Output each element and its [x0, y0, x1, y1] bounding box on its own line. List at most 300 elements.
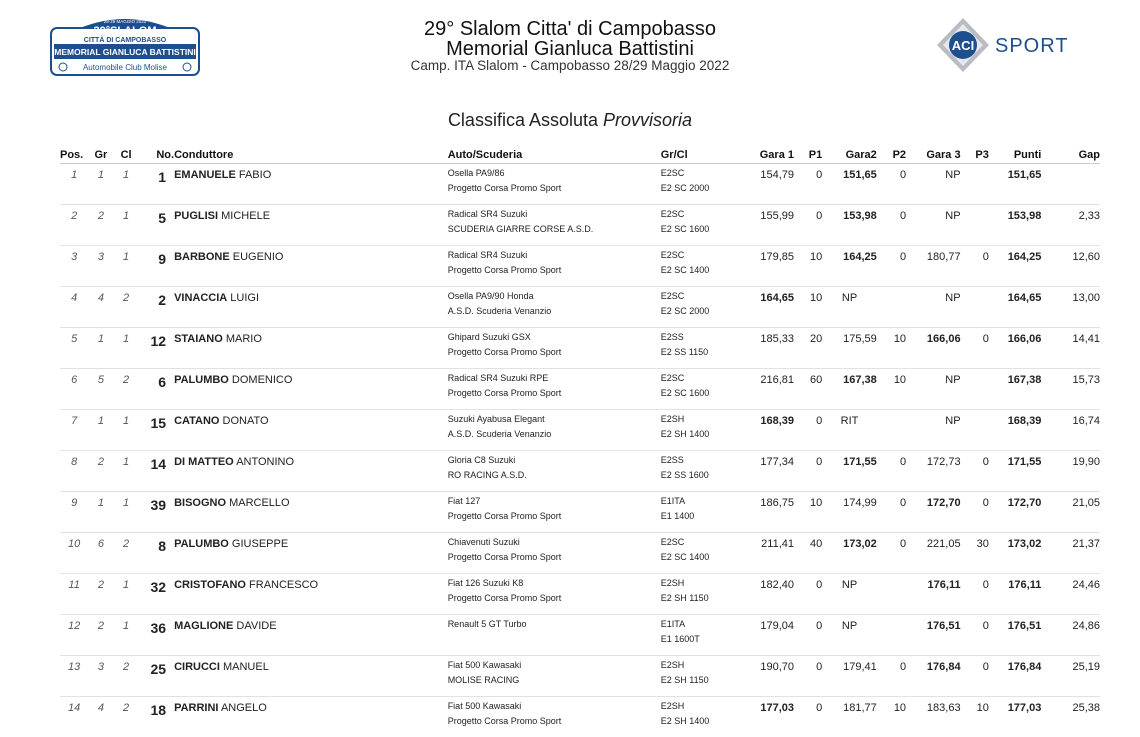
class-rank-cell: 2: [114, 656, 139, 697]
gara1-time-cell: 179,04: [742, 615, 795, 656]
class-rank-cell: 1: [114, 164, 139, 205]
logo-date: 28-29 MAGGIO 2022: [104, 19, 147, 24]
class-code: E2 SC 2000: [661, 181, 742, 196]
car-number-cell: 39: [139, 492, 174, 533]
driver-cell: [174, 615, 448, 656]
table-row: [60, 574, 1100, 615]
car-team-cell: [448, 615, 661, 656]
class-code: E2 SH 1400: [661, 427, 742, 442]
col-auto: Auto/Scuderia: [448, 146, 661, 164]
results-table: [60, 146, 1100, 737]
group-class-cell: [661, 615, 742, 656]
p2-penalty-cell: 0: [877, 656, 906, 697]
event-logo: [50, 14, 200, 76]
position-cell: 7: [60, 410, 88, 451]
group-rank-cell: 2: [88, 205, 113, 246]
car-number-cell: 5: [139, 205, 174, 246]
gara1-time-cell: 155,99: [742, 205, 795, 246]
class-code: E2 SC 1400: [661, 550, 742, 565]
driver-cell: [174, 533, 448, 574]
gara3-time-cell: NP: [906, 287, 961, 328]
driver-surname: EMANUELE: [174, 169, 236, 181]
car-team-cell: [448, 369, 661, 410]
classification-status: Provvisoria: [603, 110, 692, 130]
car-number-cell: 1: [139, 164, 174, 205]
group-class-cell: [661, 656, 742, 697]
p2-penalty-cell: [877, 410, 906, 451]
gara1-time-cell: 211,41: [742, 533, 795, 574]
p3-penalty-cell: 0: [961, 451, 989, 492]
table-row: [60, 697, 1100, 737]
car-model: Radical SR4 Suzuki: [448, 248, 661, 263]
driver-surname: STAIANO: [174, 333, 223, 345]
team-name: Progetto Corsa Promo Sport: [448, 714, 661, 729]
p3-penalty-cell: 10: [961, 697, 989, 737]
gara3-time-cell: 180,77: [906, 246, 961, 287]
team-name: Progetto Corsa Promo Sport: [448, 263, 661, 278]
car-model: Renault 5 GT Turbo: [448, 617, 661, 632]
gara2-time-cell: 173,02: [822, 533, 877, 574]
position-cell: 2: [60, 205, 88, 246]
driver-surname: CRISTOFANO: [174, 579, 246, 591]
group-rank-cell: 2: [88, 574, 113, 615]
team-name: MOLISE RACING: [448, 673, 661, 688]
p1-penalty-cell: 20: [794, 328, 822, 369]
p1-penalty-cell: 0: [794, 451, 822, 492]
p2-penalty-cell: 10: [877, 369, 906, 410]
team-name: Progetto Corsa Promo Sport: [448, 345, 661, 360]
driver-cell: [174, 164, 448, 205]
gara3-time-cell: 166,06: [906, 328, 961, 369]
driver-cell: [174, 697, 448, 737]
car-model: Fiat 500 Kawasaki: [448, 658, 661, 673]
group-class-cell: [661, 369, 742, 410]
points-cell: 177,03: [989, 697, 1042, 737]
driver-cell: [174, 369, 448, 410]
table-row: [60, 533, 1100, 574]
p1-penalty-cell: 0: [794, 697, 822, 737]
position-cell: 13: [60, 656, 88, 697]
group-rank-cell: 4: [88, 697, 113, 737]
group-code: E2SC: [661, 248, 742, 263]
group-rank-cell: 1: [88, 164, 113, 205]
gap-cell: 25,19: [1041, 656, 1100, 697]
gara2-time-cell: 164,25: [822, 246, 877, 287]
p2-penalty-cell: [877, 287, 906, 328]
car-number-cell: 9: [139, 246, 174, 287]
driver-surname: MAGLIONE: [174, 620, 233, 632]
classification-title: [0, 110, 1140, 131]
driver-surname: BARBONE: [174, 251, 230, 263]
driver-surname: DI MATTEO: [174, 456, 234, 468]
position-cell: 11: [60, 574, 88, 615]
gara2-time-cell: 167,38: [822, 369, 877, 410]
position-cell: 9: [60, 492, 88, 533]
class-rank-cell: 2: [114, 369, 139, 410]
driver-surname: BISOGNO: [174, 497, 226, 509]
driver-surname: CATANO: [174, 415, 219, 427]
position-cell: 5: [60, 328, 88, 369]
group-code: E2SH: [661, 658, 742, 673]
p1-penalty-cell: 0: [794, 205, 822, 246]
group-rank-cell: 3: [88, 246, 113, 287]
driver-surname: PALUMBO: [174, 538, 229, 550]
group-class-cell: [661, 205, 742, 246]
p3-penalty-cell: [961, 287, 989, 328]
gap-cell: 21,05: [1041, 492, 1100, 533]
p1-penalty-cell: 10: [794, 246, 822, 287]
p3-penalty-cell: [961, 410, 989, 451]
gara2-time-cell: 151,65: [822, 164, 877, 205]
driver-cell: [174, 492, 448, 533]
car-team-cell: [448, 287, 661, 328]
col-no: No.: [139, 146, 174, 164]
p1-penalty-cell: 10: [794, 287, 822, 328]
group-code: E2SS: [661, 453, 742, 468]
car-team-cell: [448, 656, 661, 697]
driver-surname: PALUMBO: [174, 374, 229, 386]
logo-memorial: MEMORIAL GIANLUCA BATTISTINI: [54, 47, 196, 57]
event-info: Camp. ITA Slalom - Campobasso 28/29 Maggio 2022: [300, 58, 840, 74]
class-rank-cell: 2: [114, 697, 139, 737]
group-rank-cell: 1: [88, 492, 113, 533]
gara2-time-cell: NP: [822, 615, 877, 656]
points-cell: 173,02: [989, 533, 1042, 574]
driver-cell: [174, 451, 448, 492]
group-rank-cell: 2: [88, 451, 113, 492]
p1-penalty-cell: 60: [794, 369, 822, 410]
col-gara3: Gara 3: [906, 146, 961, 164]
car-number-cell: 36: [139, 615, 174, 656]
gara1-time-cell: 177,03: [742, 697, 795, 737]
p3-penalty-cell: 0: [961, 492, 989, 533]
gara3-time-cell: NP: [906, 164, 961, 205]
points-cell: 153,98: [989, 205, 1042, 246]
gara1-time-cell: 164,65: [742, 287, 795, 328]
class-rank-cell: 1: [114, 492, 139, 533]
position-cell: 3: [60, 246, 88, 287]
p2-penalty-cell: 0: [877, 205, 906, 246]
p2-penalty-cell: [877, 574, 906, 615]
driver-cell: [174, 287, 448, 328]
logo-slalom: 29°SLALOM: [93, 25, 156, 37]
car-model: Radical SR4 Suzuki RPE: [448, 371, 661, 386]
p1-penalty-cell: 10: [794, 492, 822, 533]
gara1-time-cell: 186,75: [742, 492, 795, 533]
table-row: [60, 451, 1100, 492]
driver-cell: [174, 246, 448, 287]
event-title: 29° Slalom Citta' di Campobasso: [300, 18, 840, 40]
aci-sport-logo: [935, 16, 1090, 74]
car-model: Radical SR4 Suzuki: [448, 207, 661, 222]
position-cell: 12: [60, 615, 88, 656]
driver-name: DONATO: [223, 415, 269, 427]
group-code: E1ITA: [661, 494, 742, 509]
car-model: Osella PA9/90 Honda: [448, 289, 661, 304]
class-code: E2 SC 1400: [661, 263, 742, 278]
p2-penalty-cell: 0: [877, 533, 906, 574]
car-team-cell: [448, 205, 661, 246]
gara3-time-cell: 172,73: [906, 451, 961, 492]
car-team-cell: [448, 246, 661, 287]
group-class-cell: [661, 492, 742, 533]
group-class-cell: [661, 287, 742, 328]
col-p2: P2: [877, 146, 906, 164]
group-code: E2SC: [661, 207, 742, 222]
group-rank-cell: 5: [88, 369, 113, 410]
car-number-cell: 32: [139, 574, 174, 615]
points-cell: 172,70: [989, 492, 1042, 533]
position-cell: 6: [60, 369, 88, 410]
gara1-time-cell: 190,70: [742, 656, 795, 697]
group-class-cell: [661, 410, 742, 451]
gap-cell: 21,37: [1041, 533, 1100, 574]
table-row: [60, 287, 1100, 328]
p2-penalty-cell: 0: [877, 164, 906, 205]
p1-penalty-cell: 40: [794, 533, 822, 574]
table-row: [60, 246, 1100, 287]
class-code: E2 SC 1600: [661, 386, 742, 401]
car-team-cell: [448, 533, 661, 574]
class-rank-cell: 2: [114, 287, 139, 328]
driver-cell: [174, 328, 448, 369]
class-rank-cell: 1: [114, 328, 139, 369]
gara3-time-cell: NP: [906, 369, 961, 410]
p3-penalty-cell: 0: [961, 574, 989, 615]
gap-cell: [1041, 164, 1100, 205]
car-team-cell: [448, 410, 661, 451]
p3-penalty-cell: 0: [961, 615, 989, 656]
team-name: SCUDERIA GIARRE CORSE A.S.D.: [448, 222, 661, 237]
car-number-cell: 2: [139, 287, 174, 328]
position-cell: 10: [60, 533, 88, 574]
group-code: E2SC: [661, 371, 742, 386]
team-name: A.S.D. Scuderia Venanzio: [448, 304, 661, 319]
col-gara1: Gara 1: [742, 146, 795, 164]
car-team-cell: [448, 492, 661, 533]
gara3-time-cell: 176,11: [906, 574, 961, 615]
points-cell: 171,55: [989, 451, 1042, 492]
col-gara2: Gara2: [822, 146, 877, 164]
aci-brand: ACI: [952, 38, 974, 53]
driver-name: MARIO: [226, 333, 262, 345]
p3-penalty-cell: [961, 205, 989, 246]
points-cell: 164,65: [989, 287, 1042, 328]
col-grcl: Gr/Cl: [661, 146, 742, 164]
team-name: Progetto Corsa Promo Sport: [448, 591, 661, 606]
table-row: [60, 328, 1100, 369]
p2-penalty-cell: 10: [877, 697, 906, 737]
class-code: E1 1600T: [661, 632, 742, 647]
class-rank-cell: 1: [114, 451, 139, 492]
table-row: [60, 164, 1100, 205]
points-cell: 151,65: [989, 164, 1042, 205]
car-team-cell: [448, 574, 661, 615]
gara1-time-cell: 179,85: [742, 246, 795, 287]
car-model: Fiat 127: [448, 494, 661, 509]
class-rank-cell: 1: [114, 246, 139, 287]
driver-name: DAVIDE: [236, 620, 276, 632]
group-class-cell: [661, 246, 742, 287]
points-cell: 168,39: [989, 410, 1042, 451]
p2-penalty-cell: 0: [877, 492, 906, 533]
gara1-time-cell: 154,79: [742, 164, 795, 205]
car-model: Fiat 500 Kawasaki: [448, 699, 661, 714]
class-code: E2 SS 1600: [661, 468, 742, 483]
car-model: Chiavenuti Suzuki: [448, 535, 661, 550]
class-code: E2 SC 1600: [661, 222, 742, 237]
team-name: A.S.D. Scuderia Venanzio: [448, 427, 661, 442]
col-cl: Cl: [114, 146, 139, 164]
driver-surname: PARRINI: [174, 702, 218, 714]
class-rank-cell: 1: [114, 205, 139, 246]
p3-penalty-cell: [961, 369, 989, 410]
car-model: Gloria C8 Suzuki: [448, 453, 661, 468]
col-gap: Gap: [1041, 146, 1100, 164]
col-punti: Punti: [989, 146, 1042, 164]
gap-cell: 12,60: [1041, 246, 1100, 287]
p2-penalty-cell: 10: [877, 328, 906, 369]
position-cell: 8: [60, 451, 88, 492]
p1-penalty-cell: 0: [794, 656, 822, 697]
table-row: [60, 369, 1100, 410]
group-class-cell: [661, 164, 742, 205]
class-rank-cell: 1: [114, 615, 139, 656]
gara3-time-cell: 183,63: [906, 697, 961, 737]
group-code: E2SC: [661, 166, 742, 181]
gara1-time-cell: 185,33: [742, 328, 795, 369]
p3-penalty-cell: 0: [961, 328, 989, 369]
car-model: Ghipard Suzuki GSX: [448, 330, 661, 345]
group-class-cell: [661, 574, 742, 615]
points-cell: 164,25: [989, 246, 1042, 287]
table-row: [60, 492, 1100, 533]
points-cell: 167,38: [989, 369, 1042, 410]
group-class-cell: [661, 697, 742, 737]
car-model: Fiat 126 Suzuki K8: [448, 576, 661, 591]
event-subtitle: Memorial Gianluca Battistini: [300, 40, 840, 58]
car-number-cell: 18: [139, 697, 174, 737]
gap-cell: 2,33: [1041, 205, 1100, 246]
gap-cell: 13,00: [1041, 287, 1100, 328]
p3-penalty-cell: 30: [961, 533, 989, 574]
group-code: E1ITA: [661, 617, 742, 632]
gara2-time-cell: 181,77: [822, 697, 877, 737]
group-code: E2SH: [661, 412, 742, 427]
gara3-time-cell: 172,70: [906, 492, 961, 533]
gara3-time-cell: NP: [906, 205, 961, 246]
gara3-time-cell: 176,51: [906, 615, 961, 656]
team-name: Progetto Corsa Promo Sport: [448, 386, 661, 401]
gara1-time-cell: 216,81: [742, 369, 795, 410]
car-model: Suzuki Ayabusa Elegant: [448, 412, 661, 427]
p3-penalty-cell: 0: [961, 656, 989, 697]
group-rank-cell: 6: [88, 533, 113, 574]
gara1-time-cell: 168,39: [742, 410, 795, 451]
gara2-time-cell: 175,59: [822, 328, 877, 369]
col-gr: Gr: [88, 146, 113, 164]
group-code: E2SS: [661, 330, 742, 345]
classification-title-text: Classifica Assoluta: [448, 110, 598, 130]
position-cell: 14: [60, 697, 88, 737]
gara2-time-cell: RIT: [822, 410, 877, 451]
driver-name: MICHELE: [221, 210, 270, 222]
car-number-cell: 25: [139, 656, 174, 697]
driver-cell: [174, 410, 448, 451]
group-code: E2SH: [661, 576, 742, 591]
table-row: [60, 656, 1100, 697]
car-number-cell: 12: [139, 328, 174, 369]
p3-penalty-cell: [961, 164, 989, 205]
car-team-cell: [448, 451, 661, 492]
class-code: E2 SC 2000: [661, 304, 742, 319]
gap-cell: 16,74: [1041, 410, 1100, 451]
gara2-time-cell: 174,99: [822, 492, 877, 533]
car-team-cell: [448, 164, 661, 205]
logo-city: CITTÀ DI CAMPOBASSO: [84, 35, 167, 44]
driver-surname: PUGLISI: [174, 210, 218, 222]
table-row: [60, 410, 1100, 451]
group-rank-cell: 3: [88, 656, 113, 697]
group-rank-cell: 2: [88, 615, 113, 656]
col-pos: Pos.: [60, 146, 88, 164]
position-cell: 1: [60, 164, 88, 205]
col-p1: P1: [794, 146, 822, 164]
team-name: Progetto Corsa Promo Sport: [448, 550, 661, 565]
col-p3: P3: [961, 146, 989, 164]
team-name: Progetto Corsa Promo Sport: [448, 181, 661, 196]
gara1-time-cell: 177,34: [742, 451, 795, 492]
car-model: Osella PA9/86: [448, 166, 661, 181]
page-header: [300, 18, 840, 74]
position-cell: 4: [60, 287, 88, 328]
group-class-cell: [661, 328, 742, 369]
group-rank-cell: 4: [88, 287, 113, 328]
sport-text: SPORT: [995, 35, 1069, 57]
class-code: E1 1400: [661, 509, 742, 524]
gap-cell: 24,46: [1041, 574, 1100, 615]
driver-name: MANUEL: [223, 661, 269, 673]
driver-name: EUGENIO: [233, 251, 284, 263]
class-rank-cell: 1: [114, 410, 139, 451]
driver-name: FRANCESCO: [249, 579, 318, 591]
driver-surname: CIRUCCI: [174, 661, 220, 673]
col-driver: Conduttore: [174, 146, 448, 164]
points-cell: 176,51: [989, 615, 1042, 656]
car-number-cell: 15: [139, 410, 174, 451]
group-rank-cell: 1: [88, 410, 113, 451]
driver-name: MARCELLO: [229, 497, 290, 509]
group-class-cell: [661, 533, 742, 574]
gara2-time-cell: NP: [822, 574, 877, 615]
driver-cell: [174, 574, 448, 615]
gara2-time-cell: 153,98: [822, 205, 877, 246]
driver-name: ANGELO: [221, 702, 267, 714]
p3-penalty-cell: 0: [961, 246, 989, 287]
points-cell: 176,84: [989, 656, 1042, 697]
table-row: [60, 615, 1100, 656]
p2-penalty-cell: 0: [877, 246, 906, 287]
p1-penalty-cell: 0: [794, 164, 822, 205]
logo-club: Automobile Club Molise: [83, 63, 168, 72]
table-header: [60, 146, 1100, 164]
gara2-time-cell: 179,41: [822, 656, 877, 697]
driver-name: ANTONINO: [236, 456, 294, 468]
gap-cell: 25,38: [1041, 697, 1100, 737]
car-number-cell: 8: [139, 533, 174, 574]
class-rank-cell: 2: [114, 533, 139, 574]
gara2-time-cell: 171,55: [822, 451, 877, 492]
